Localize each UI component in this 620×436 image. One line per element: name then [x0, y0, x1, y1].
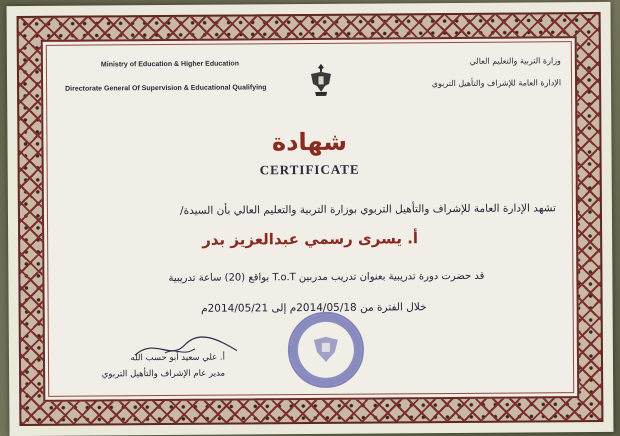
certificate-title-arabic: شهادة [271, 127, 348, 157]
course-description: قد حضرت دورة تدريبية بعنوان تدريب مدربين T.o.T بواقع (20) ساعة تدريبية [168, 270, 485, 284]
course-period: خلال الفترة من 2014/05/18م إلى 2014/05/21م [201, 301, 427, 315]
stamp-eagle-icon [312, 332, 340, 366]
header-directorate-ar: الإدارة العامة للإشراف والتأهيل التربوي [431, 78, 562, 89]
eagle-emblem-icon [309, 62, 333, 102]
certificate-body [41, 36, 580, 402]
official-stamp [288, 312, 365, 389]
certificate-title-english: CERTIFICATE [259, 161, 360, 178]
certification-statement: تشهد الإدارة العامة للإشراف والتأهيل التربوي بوزارة التربية والتعليم العالي بأن السيدة/ [179, 202, 556, 217]
signer-role: مدير عام الإشراف والتأهيل التربوي [101, 368, 226, 380]
header-ministry-ar: وزارة التربية والتعليم العالي [469, 56, 561, 66]
certificate-paper [7, 2, 614, 436]
recipient-name: أ. يسرى رسمي عبدالعزيز بدر [202, 229, 419, 249]
header-ministry-en: Ministry of Education & Higher Education [100, 60, 240, 69]
header-directorate-en: Directorate General Of Supervision & Educational Qualifying [65, 84, 267, 93]
signer-name: أ. علي سعيد أبو حسب الله [130, 352, 226, 364]
